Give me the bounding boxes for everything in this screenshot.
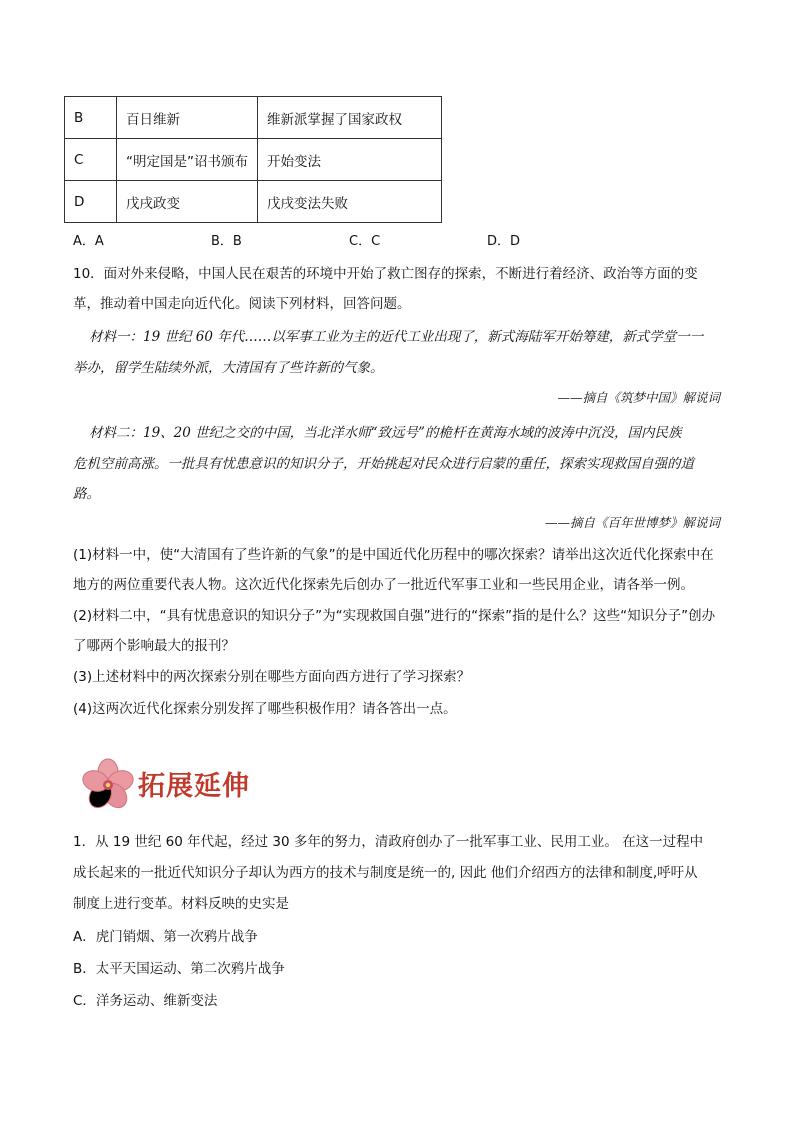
ext-q1-line2: 成长起来的一批近代知识分子却认为西方的技术与制度是统一的, 因此 他们介绍西方的法律和制度,呼吁从 <box>73 865 698 881</box>
sub-question-1-line1: (1)材料一中，使“大清国有了些许新的气象”的是中国近代化历程中的哪次探索？请举出这次近代化探索中在 <box>73 547 714 563</box>
options-table <box>64 96 442 223</box>
choice-c: C．C <box>349 234 381 249</box>
material2-line1: 材料二：19、20 世纪之交的中国，当北洋水师“致远号”的桅杆在黄海水域的波涛中沉没，国内民族 <box>89 425 682 441</box>
ext-q1-option-c: C．洋务运动、维新变法 <box>73 993 218 1009</box>
table-cell: 维新派掌握了国家政权 <box>258 97 442 139</box>
section-heading <box>80 756 300 812</box>
table-row <box>65 181 442 223</box>
sub-question-1-line2: 地方的两位重要代表人物。这次近代化探索先后创办了一批近代军事工业和一些民用企业，请各举一例。 <box>73 577 694 593</box>
table-cell: 戊戌政变 <box>117 181 258 223</box>
table-cell: 戊戌变法失败 <box>258 181 442 223</box>
ext-q1-option-b: B．太平天国运动、第二次鸦片战争 <box>73 961 285 977</box>
table-cell: B <box>65 97 117 139</box>
sub-question-2-line2: 了哪两个影响最大的报刊？ <box>73 638 235 654</box>
table-cell: D <box>65 181 117 223</box>
q9-choices <box>73 230 593 248</box>
table-row <box>65 97 442 139</box>
material2-source: ——摘自《百年世博梦》解说词 <box>544 515 720 530</box>
table-cell: C <box>65 139 117 181</box>
ext-q1-line1: 1．从 19 世纪 60 年代起，经过 30 多年的努力，清政府创办了一批军事工业、民用工业。 在这一过程中 <box>73 834 704 850</box>
table-cell: “明定国是”诏书颁布 <box>117 139 258 181</box>
q10-stem-line1: 10．面对外来侵略，中国人民在艰苦的环境中开始了救亡图存的探索，不断进行着经济、政治等方面的变 <box>73 266 698 282</box>
sub-question-4: (4)这两次近代化探索分别发挥了哪些积极作用？请各答出一点。 <box>73 701 457 717</box>
flower-icon <box>80 756 136 812</box>
material1-line2: 举办，留学生陆续外派，大清国有了些许新的气象。 <box>73 360 384 376</box>
material2-line2: 危机空前高涨。一批具有忧患意识的知识分子，开始挑起对民众进行启蒙的重任，探索实现救国自强的道 <box>73 456 694 472</box>
choice-a: A．A <box>73 234 104 249</box>
material1-line1: 材料一：19 世纪 60 年代……以军事工业为主的近代工业出现了，新式海陆军开始筹建，新式学堂一一 <box>89 329 704 345</box>
ext-q1-line3: 制度上进行变革。材料反映的史实是 <box>73 896 289 912</box>
sub-question-3: (3)上述材料中的两次探索分别在哪些方面向西方进行了学习探索？ <box>73 669 471 685</box>
ext-q1-option-a: A．虎门销烟、第一次鸦片战争 <box>73 929 258 945</box>
choice-b: B．B <box>211 234 242 249</box>
material2-line3: 路。 <box>73 486 100 502</box>
sub-question-2-line1: (2)材料二中，“具有忧患意识的知识分子”为“实现救国自强”进行的“探索”指的是什么？这些“知识分子”创办 <box>73 608 716 624</box>
table-cell: 开始变法 <box>258 139 442 181</box>
choice-d: D．D <box>487 234 521 249</box>
table-cell: 百日维新 <box>117 97 258 139</box>
material1-source: ——摘自《筑梦中国》解说词 <box>557 390 720 405</box>
section-title: 拓展延伸 <box>138 771 250 802</box>
table-row <box>65 139 442 181</box>
q10-stem-line2: 革，推动着中国走向近代化。阅读下列材料，回答问题。 <box>73 296 411 312</box>
